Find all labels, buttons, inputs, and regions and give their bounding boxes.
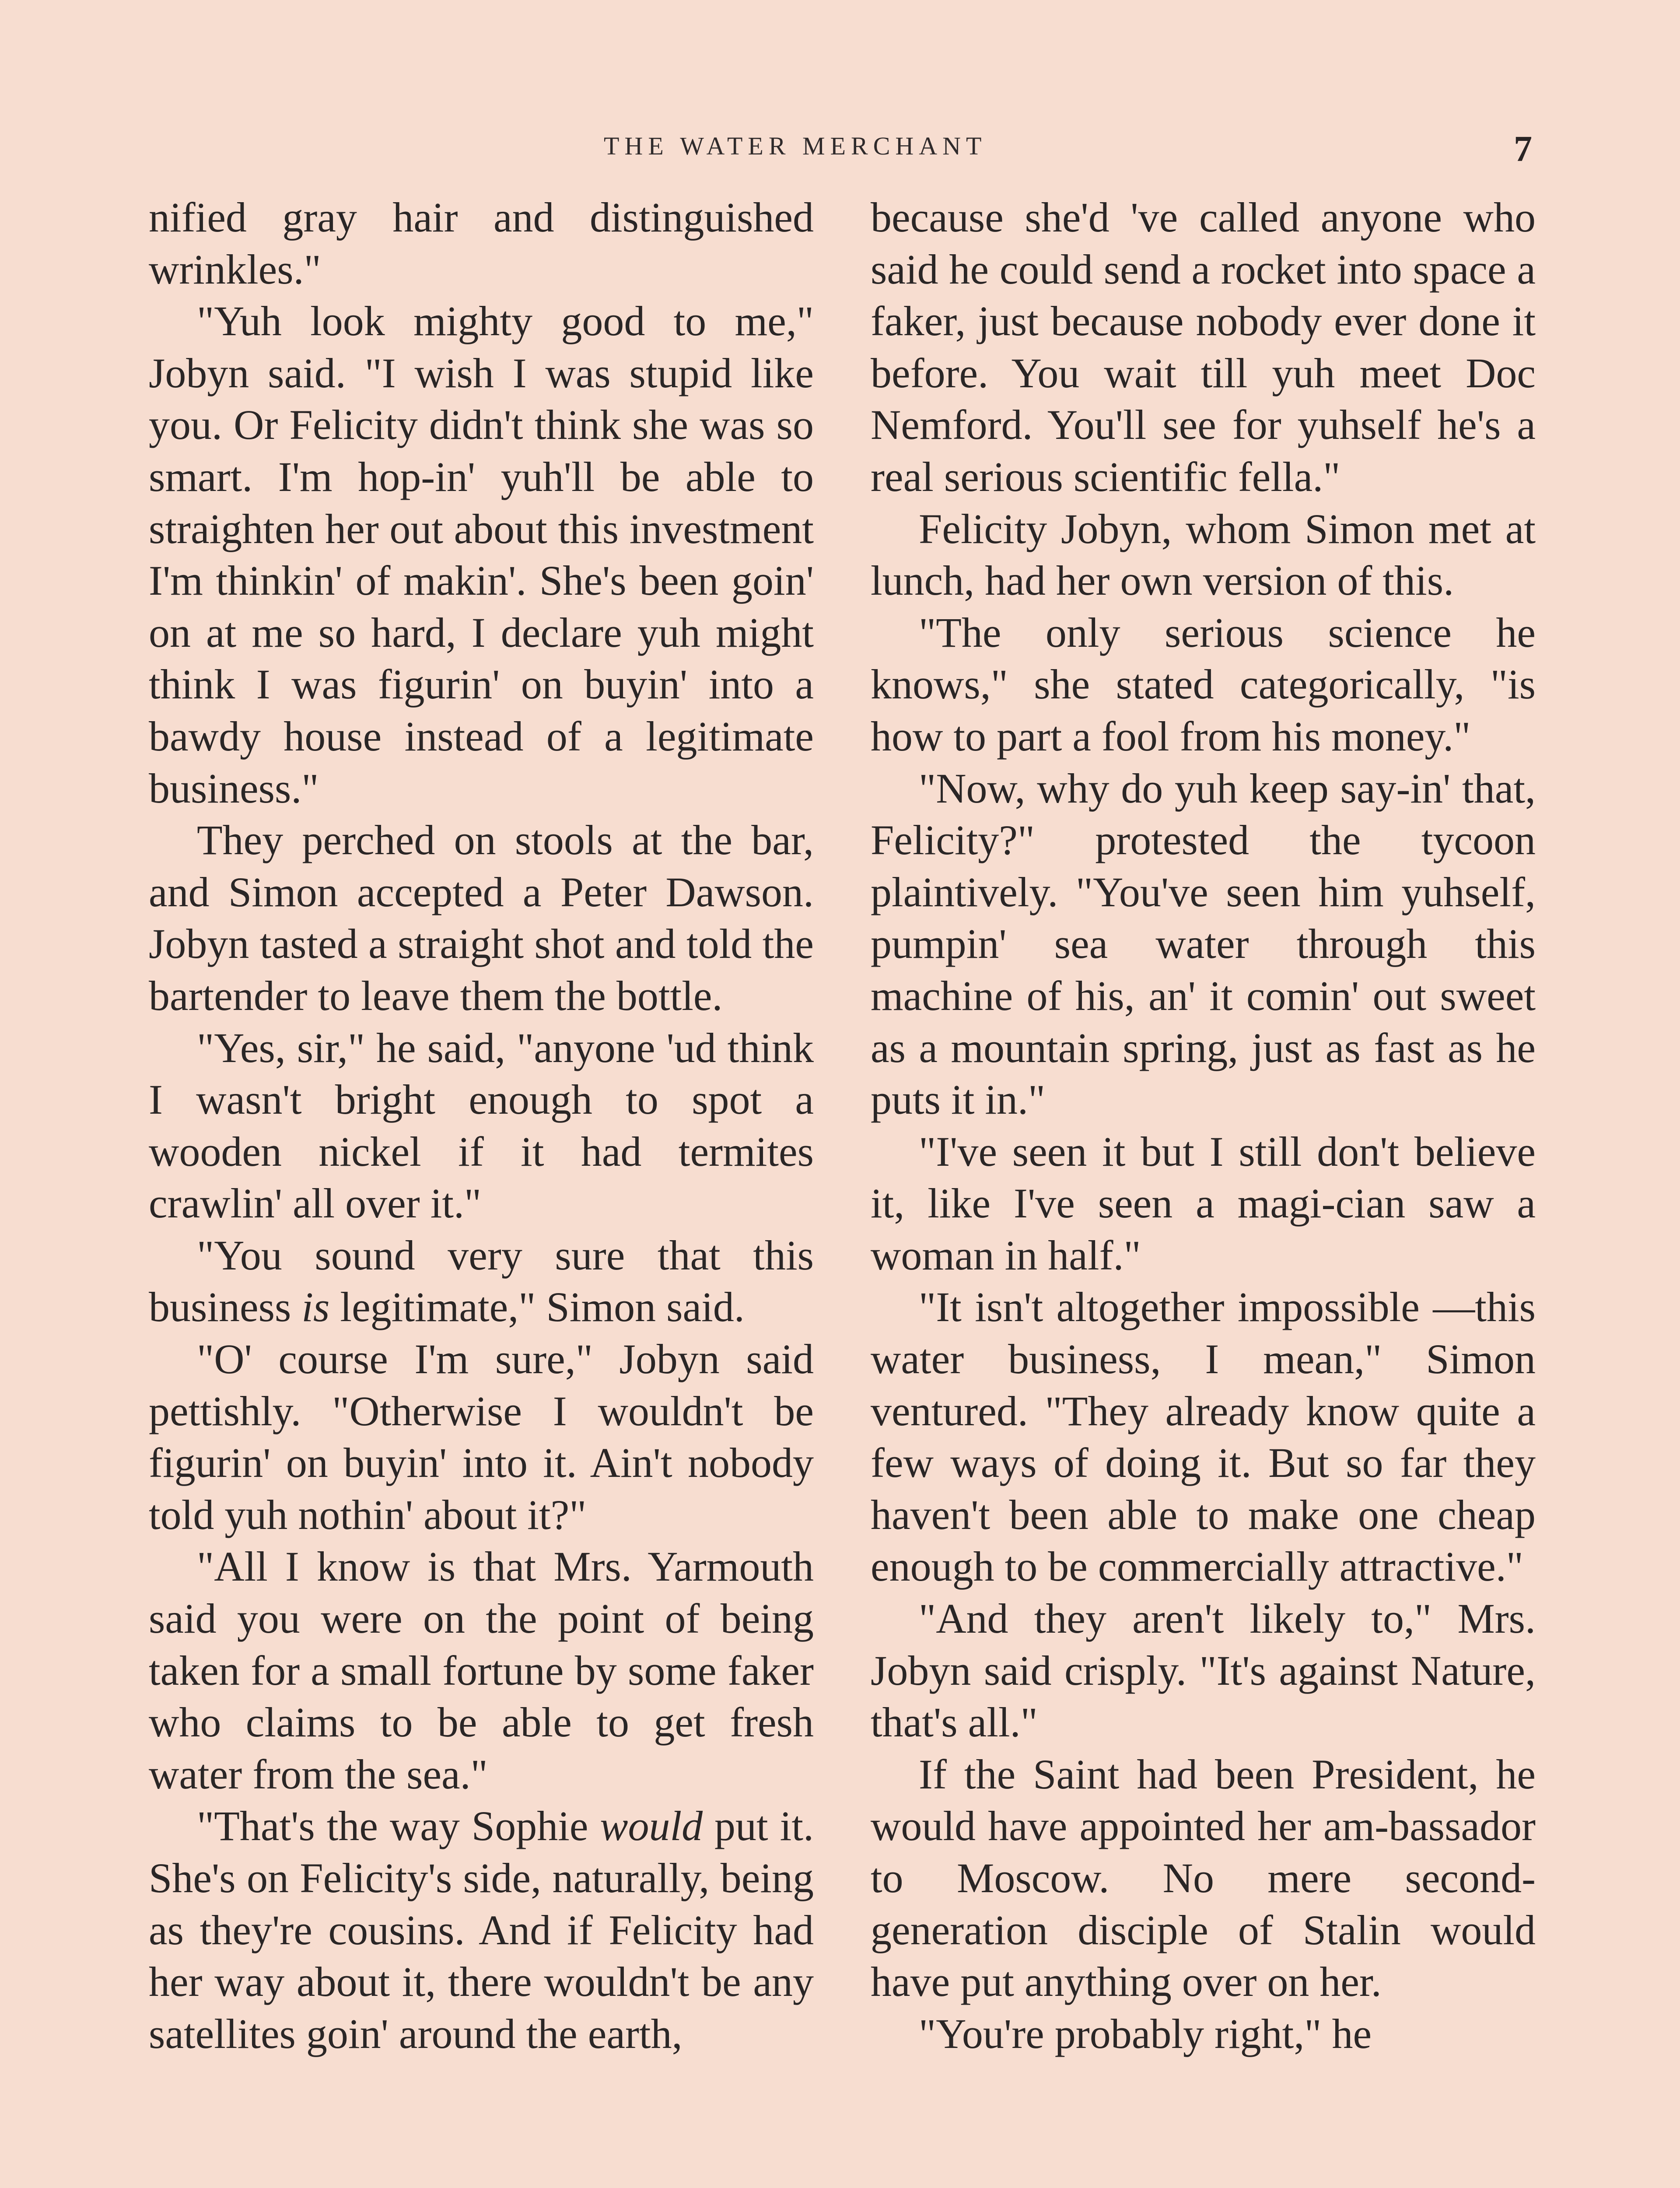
left-column [149, 192, 814, 2060]
paragraph: "I've seen it but I still don't believe it, like I've seen a magi-cian saw a woman in half." [871, 1128, 1536, 1279]
paragraph: "And they aren't likely to," Mrs. Jobyn said crisply. "It's against Nature, that's all." [871, 1595, 1536, 1746]
paragraph-continued: because she'd 've called anyone who said he could send a rocket into space a faker, just because nobody ever done it before. You wait till yuh meet Doc Nemford. You'll see for yuhself he's a real serious scientific fella." [871, 194, 1536, 500]
page-number: 7 [1514, 129, 1532, 169]
paragraph [149, 1800, 814, 2060]
paragraph: "It isn't altogether impossible —this water business, I mean," Simon ventured. "They already know quite a few ways of doing it. But so far they haven't been able to make one cheap enough to be commercially attractive." [871, 1283, 1536, 1590]
paragraph: Felicity Jobyn, whom Simon met at lunch, had her own version of this. [871, 505, 1536, 604]
paragraph: If the Saint had been President, he would have appointed her am-bassador to Moscow. No mere second-generation disciple of Stalin would have put anything over on her. [871, 1750, 1536, 2006]
text-run: put it. She's on Felicity's side, naturally, being as they're cousins. And if Felicity had her way about it, there wouldn't be any satellites goin' around the earth, [149, 1802, 814, 2057]
paragraph: "You're probably right," he [919, 2010, 1372, 2057]
text-run: legitimate," Simon said. [329, 1283, 745, 1331]
text-run: "That's the way Sophie [197, 1802, 600, 1850]
paragraph-continued: nified gray hair and distinguished wrinkles." [149, 194, 814, 293]
paragraph: "O' course I'm sure," Jobyn said pettishly. "Otherwise I wouldn't be figurin' on buyin' into it. Ain't nobody told yuh nothin' about it?" [149, 1336, 814, 1538]
paragraph [149, 1230, 814, 1333]
paragraph: They perched on stools at the bar, and Simon accepted a Peter Dawson. Jobyn tasted a straight shot and told the bartender to leave them the bottle. [149, 817, 814, 1019]
paragraph: "Now, why do yuh keep say-in' that, Felicity?" protested the tycoon plaintively. "You've seen him yuhself, pumpin' sea water through this machine of his, an' it comin' out sweet as a mountain spring, just as fast as he puts it in." [871, 764, 1536, 1123]
paragraph: "Yes, sir," he said, "anyone 'ud think I wasn't bright enough to spot a wooden nickel if it had termites crawlin' all over it." [149, 1024, 814, 1227]
paragraph: "Yuh look mighty good to me," Jobyn said. "I wish I was stupid like you. Or Felicity didn't think she was so smart. I'm hop-in' yuh'll be able to straighten her out about this investment I'm thinkin' of makin'. She's been goin' on at me so hard, I declare yuh might think I was figurin' on buyin' into a bawdy house instead of a legitimate business." [149, 298, 814, 812]
text-run: "You sound very sure that this business [149, 1231, 814, 1331]
italic-word: is [301, 1283, 330, 1331]
running-title: THE WATER MERCHANT [604, 132, 987, 160]
right-column [871, 192, 1536, 2060]
italic-word: would [600, 1802, 703, 1850]
paragraph: "The only serious science he knows," she stated categorically, "is how to part a fool from his money." [871, 609, 1536, 760]
paragraph: "All I know is that Mrs. Yarmouth said you were on the point of being taken for a small fortune by some faker who claims to be able to get fresh water from the sea." [149, 1543, 814, 1798]
